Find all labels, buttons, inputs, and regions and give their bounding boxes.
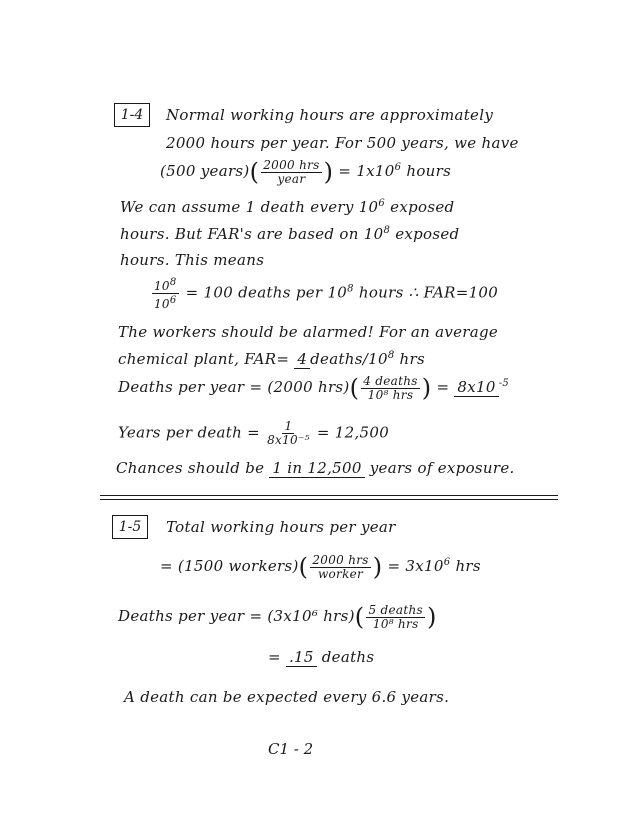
fraction: $\frac{1}{\text{8x10⁻⁵}}$ [267, 419, 310, 447]
fraction: $\frac{\text{2000 hrs}}{\text{year}}$ [263, 157, 320, 186]
fraction: $\frac{\text{2000 hrs}}{\text{worker}}$ [312, 552, 369, 581]
fraction: $\frac{\text{5 deaths}}{\text{10⁸ hrs}}$ [368, 602, 423, 631]
text-line: hours. But FAR's are based on $10^8$ exposed [120, 225, 460, 243]
page-number: C1 - 2 [268, 740, 314, 758]
text-line: hours. This means [120, 251, 265, 269]
equation-result: 8x10 [454, 378, 498, 397]
equation: Deaths per year = (2000 hrs)( $\frac{\text{4 deaths}}{\text{10⁸ hrs}}$ ) = 8x10 $^{-5}$ [118, 373, 510, 402]
text-line: A death can be expected every 6.6 years. [124, 688, 450, 706]
text-line: We can assume 1 death every $10^6$ exposed [120, 198, 455, 216]
equation: Years per death = $\frac{1}{\text{8x10⁻⁵}}$ = 12,500 [118, 419, 390, 447]
equation: = .15 deaths [268, 648, 375, 666]
text-line: Chances should be 1 in 12,500 years of exposure. [116, 459, 515, 477]
text-line: The workers should be alarmed! For an average [118, 323, 499, 341]
fraction: $\frac{\text{4 deaths}}{\text{10⁸ hrs}}$ [363, 373, 418, 402]
fraction: $\frac{10^8}{10^6}$ [154, 277, 177, 311]
equation-unit: hours [406, 162, 452, 180]
equation: = (1500 workers)( $\frac{\text{2000 hrs}}{\text{worker}}$ ) = $3x10^6$ hrs [160, 552, 481, 581]
equation: (500 years)( $\frac{\text{2000 hrs}}{\text{year}}$ ) = $1x10^6$ hours [160, 157, 452, 186]
section-divider [100, 495, 558, 496]
problem-number-box: 1-4 [114, 103, 150, 127]
equation: $\frac{10^8}{10^6}$ = 100 deaths per $10^8$ hours ∴ FAR=100 [154, 277, 499, 311]
equation-result: = 1x10 [338, 162, 395, 180]
problem-number-box: 1-5 [112, 515, 148, 539]
section-divider [100, 499, 558, 500]
equation: Deaths per year = (3x10⁶ hrs)( $\frac{\text{5 deaths}}{\text{10⁸ hrs}}$ ) [118, 602, 437, 631]
equation-result: .15 [286, 648, 317, 667]
text-line: chemical plant, FAR= 4 deaths/$10^8$ hrs [118, 350, 425, 368]
text-line: Total working hours per year [166, 518, 396, 536]
text-line: 2000 hours per year. For 500 years, we have [166, 134, 519, 152]
equation-term: (500 years) [160, 162, 250, 180]
text-line: Normal working hours are approximately [166, 106, 494, 124]
